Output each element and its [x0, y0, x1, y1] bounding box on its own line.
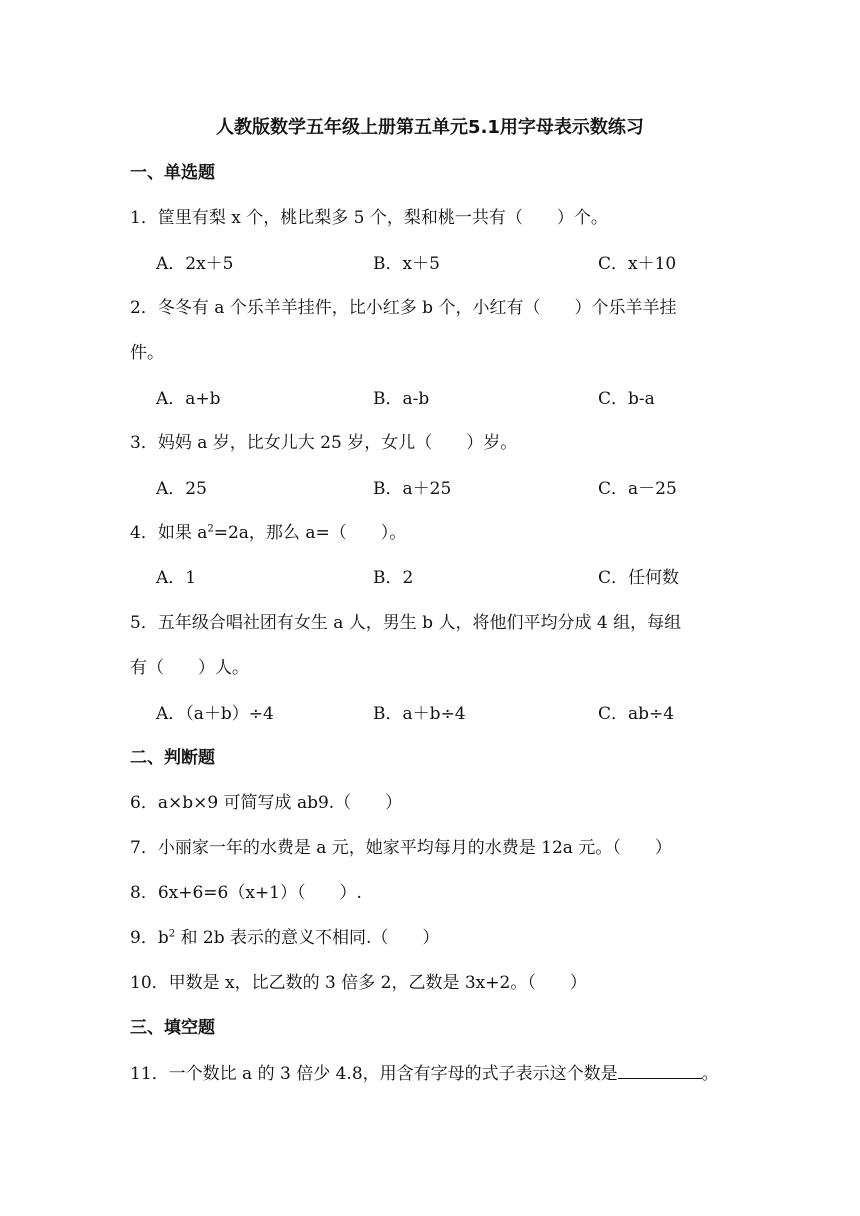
question-1-option-c[interactable]: C．x＋10 [598, 254, 677, 274]
question-10-text: 10．甲数是 x，比乙数的 3 倍多 2，乙数是 3x+2。（ ） [130, 973, 587, 993]
question-2-option-a[interactable]: A．a+b [156, 389, 221, 409]
question-5-text-line-1: 5．五年级合唱社团有女生 a 人，男生 b 人，将他们平均分成 4 组，每组 [130, 613, 682, 633]
question-9-exponent: 2 [168, 928, 176, 940]
question-4-option-c[interactable]: C．任何数 [598, 568, 680, 588]
question-2-text-line-2: 件。 [130, 343, 164, 363]
worksheet-title: 人教版数学五年级上册第五单元5.1用字母表示数练习 [216, 117, 644, 138]
section-heading-fill-blank: 三、填空题 [130, 1018, 215, 1038]
question-5-text-line-2: 有（ ）人。 [130, 658, 249, 678]
question-1-option-a[interactable]: A．2x＋5 [156, 254, 234, 274]
question-11-answer-blank[interactable] [618, 1062, 702, 1079]
question-3-option-c[interactable]: C．a－25 [598, 479, 677, 499]
question-5-option-b[interactable]: B．a＋b÷4 [373, 704, 466, 724]
question-9-prefix: 9．b [130, 928, 169, 948]
question-4-option-a[interactable]: A．1 [156, 568, 197, 588]
question-2-text-line-1: 2．冬冬有 a 个乐羊羊挂件，比小红多 b 个，小红有（ ）个乐羊羊挂 [130, 298, 677, 318]
question-6-text: 6．a×b×9 可简写成 ab9.（ ） [130, 793, 403, 813]
question-5-option-a[interactable]: A．（a＋b）÷4 [156, 704, 274, 724]
question-8-text: 8．6x+6=6（x+1）（ ）. [130, 883, 362, 903]
question-11-text [130, 1062, 719, 1085]
question-3-text: 3．妈妈 a 岁，比女儿大 25 岁，女儿（ ）岁。 [130, 433, 518, 453]
question-2-option-b[interactable]: B．a-b [373, 389, 430, 409]
question-5-option-c[interactable]: C．ab÷4 [598, 704, 675, 724]
section-heading-true-false: 二、判断题 [130, 748, 215, 768]
question-3-option-a[interactable]: A．25 [156, 479, 207, 499]
question-11-prompt: 11．一个数比 a 的 3 倍少 4.8，用含有字母的式子表示这个数是 [130, 1064, 618, 1084]
question-3-option-b[interactable]: B．a＋25 [373, 479, 452, 499]
question-7-text: 7．小丽家一年的水费是 a 元，她家平均每月的水费是 12a 元。（ ） [130, 838, 672, 858]
question-4-option-b[interactable]: B．2 [373, 568, 414, 588]
question-2-option-c[interactable]: C．b-a [598, 389, 655, 409]
question-9-text [130, 927, 439, 949]
question-11-end: 。 [701, 1064, 719, 1084]
section-heading-single-choice: 一、单选题 [130, 163, 215, 183]
question-4-exponent: 2 [207, 523, 214, 535]
question-1-option-b[interactable]: B．x＋5 [373, 254, 440, 274]
question-1-text: 1．筐里有梨 x 个，桃比梨多 5 个，梨和桃一共有（ ）个。 [130, 208, 608, 228]
question-9-suffix: 和 2b 表示的意义不相同.（ ） [175, 928, 440, 948]
question-4-suffix: =2a，那么 a=（ ）。 [213, 523, 407, 543]
question-4-text [130, 522, 406, 544]
question-4-prefix: 4．如果 a [130, 523, 208, 543]
